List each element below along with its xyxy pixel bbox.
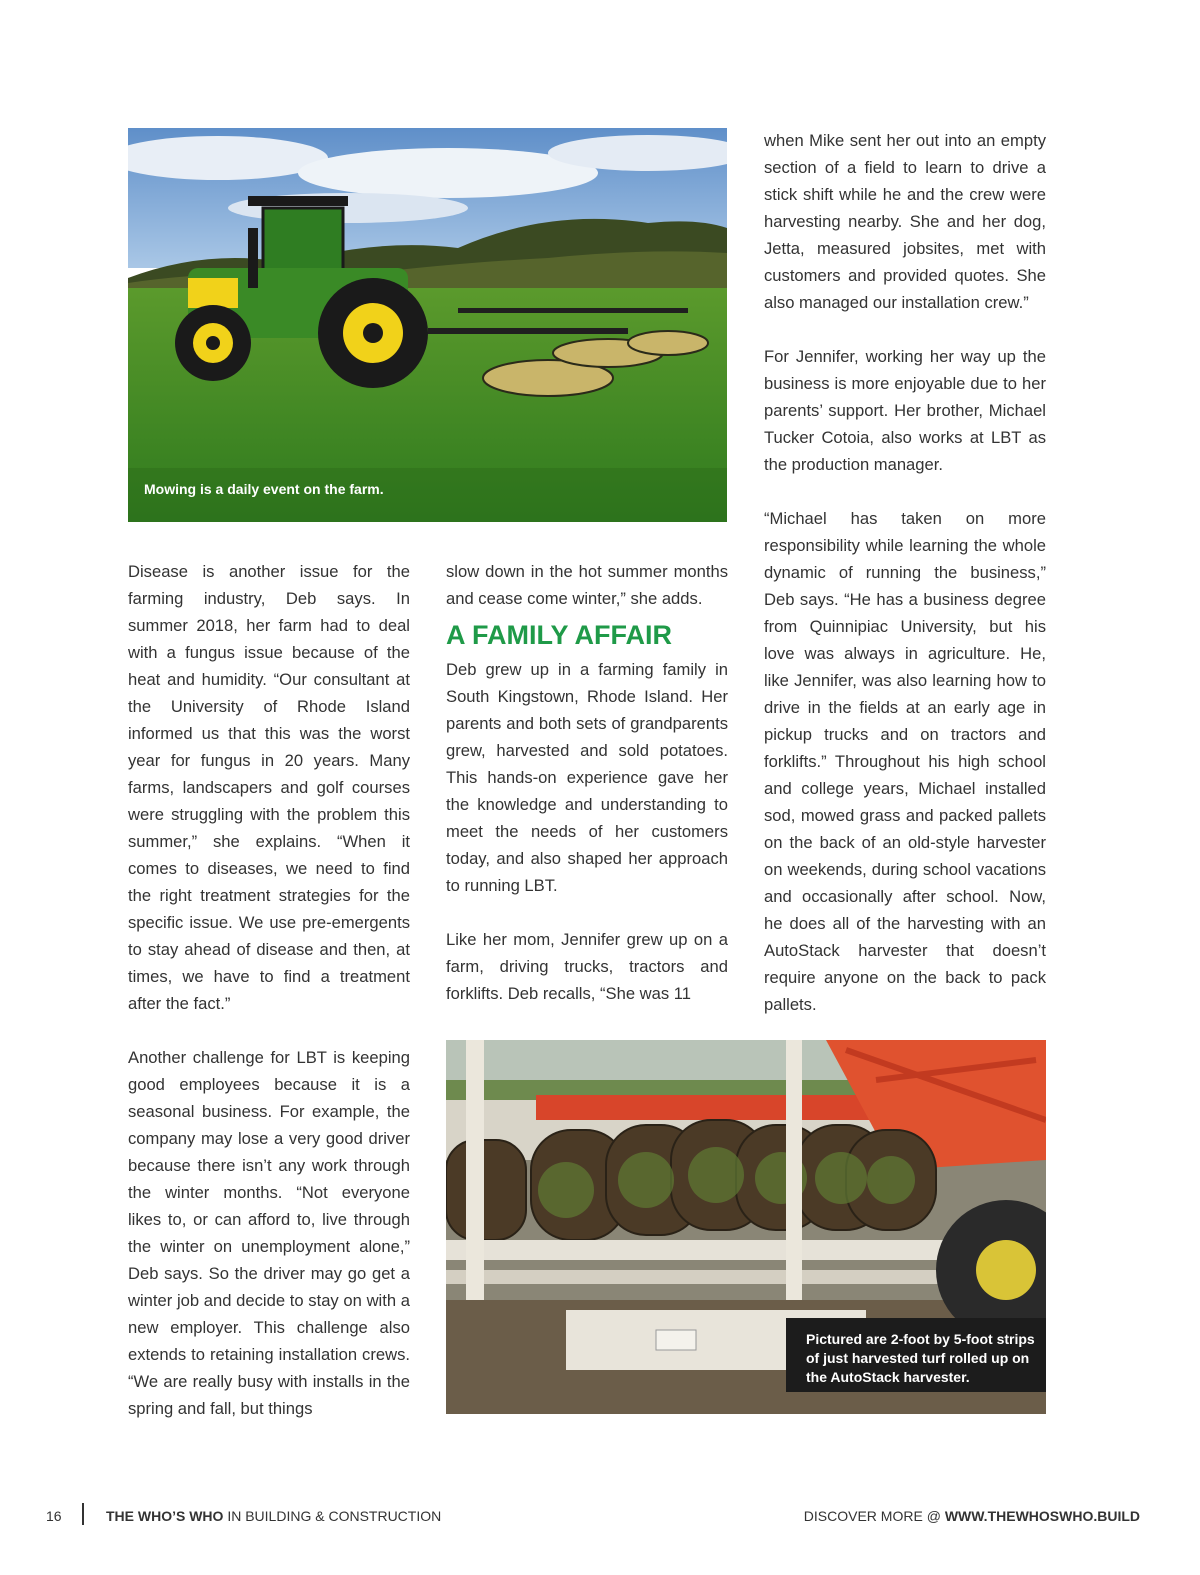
footer-divider [82,1503,84,1525]
discover-prefix: DISCOVER MORE @ [803,1508,945,1524]
paragraph: Another challenge for LBT is keeping good employees because it is a seasonal business. For example, the company may lose a very good driver because there isn’t any work through the winter months. “Not everyone likes to, or can afford to, live through the winter on unemployment alone,” Deb says. So the driver may go get a winter job and decide to stay on with a new employer. This challenge also extends to retaining installation crews. “We are really busy with installs in the spring and fall, but things [128,1048,410,1418]
photo-caption-mowing: Mowing is a daily event on the farm. [144,481,384,497]
publication-name [106,1508,441,1524]
paragraph: slow down in the hot summer months and cease come winter,” she adds. [446,562,728,608]
publication-name-bold: THE WHO’S WHO [106,1508,224,1524]
paragraph: Deb grew up in a farming family in South Kingstown, Rhode Island. Her parents and both sets of grandparents grew, harvested and sold potatoes. This hands-on experience gave her the knowledge and understanding to meet the needs of her customers today, and also shaped her approach to running LBT. [446,660,728,895]
publication-name-rest: IN BUILDING & CONSTRUCTION [223,1508,442,1524]
paragraph: “Michael has taken on more responsibility while learning the whole dynamic of running the business,” Deb says. “He has a business degree from Quinnipiac University, but his love was always in agriculture. He, like Jennifer, was also learning how to drive in the fields at an early age in pickup trucks and on tractors and forklifts.” Throughout his high school and college years, Michael installed sod, mowed grass and packed pallets on the back of an old-style harvester on weekends, during school vacations and occasionally after school. Now, he does all of the harvesting with an AutoStack harvester that doesn’t require anyone on the back to pack pallets. [764,509,1046,1014]
section-heading: A FAMILY AFFAIR [446,620,673,650]
paragraph: when Mike sent her out into an empty section of a field to learn to drive a stick shift while he and the crew were harvesting nearby. She and her dog, Jetta, measured jobsites, met with customers and provided quotes. She also managed our installation crew.” [764,131,1046,312]
website-link[interactable]: WWW.THEWHOSWHO.BUILD [944,1508,1140,1524]
paragraph: For Jennifer, working her way up the business is more enjoyable due to her parents’ support. Her brother, Michael Tucker Cotoia, also works at LBT as the production manager. [764,347,1046,474]
photo-caption-harvester: Pictured are 2-foot by 5-foot strips of just harvested turf rolled up on the AutoStack harvester. [806,1331,1035,1385]
column-middle [446,558,728,1007]
paragraph: Disease is another issue for the farming industry, Deb says. In summer 2018, her farm had to deal with a fungus issue because of the heat and humidity. “Our consultant at the University of Rhode Island informed us that this was the worst year for fungus in 20 years. Many farms, landscapers and golf courses were struggling with the problem this summer,” she explains. “When it comes to diseases, we need to find the right treatment strategies for the specific issue. We use pre-emergents to stay ahead of disease and then, at times, we have to find a treatment after the fact.” [128,562,410,1013]
page-number: 16 [46,1508,62,1524]
paragraph: Like her mom, Jennifer grew up on a farm, driving trucks, tractors and forklifts. Deb recalls, “She was 11 [446,930,728,1003]
page-footer [0,1497,1200,1537]
column-right [764,127,1046,1018]
turf-harvester-photo [446,1040,1046,1414]
column-left [128,558,410,1422]
discover-more [804,1508,1140,1524]
tractor-mowing-photo [128,128,727,522]
